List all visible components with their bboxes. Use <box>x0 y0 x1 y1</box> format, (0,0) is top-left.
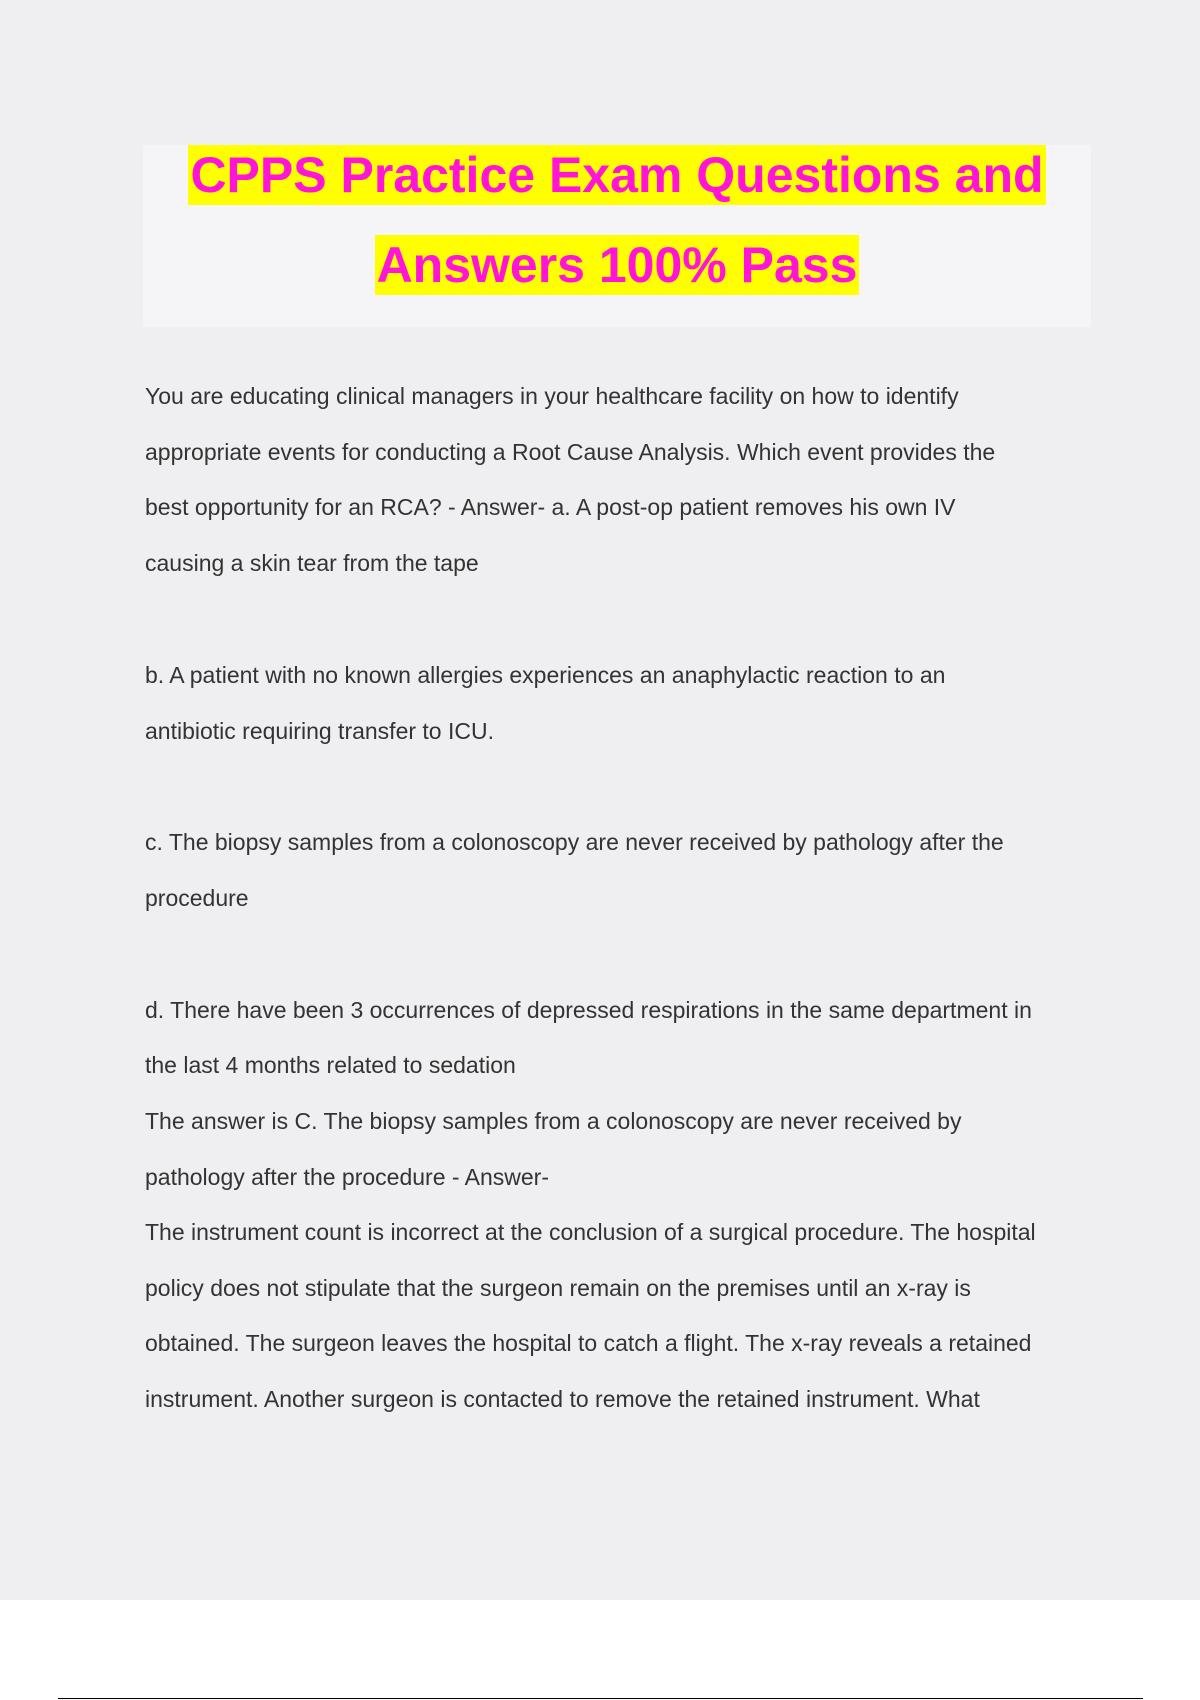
body-line: You are educating clinical managers in your healthcare facility on how to identify <box>145 383 959 409</box>
body-line: causing a skin tear from the tape <box>145 550 479 576</box>
body-line: procedure <box>145 885 249 911</box>
body-line: antibiotic requiring transfer to ICU. <box>145 718 494 744</box>
body-line: appropriate events for conducting a Root Cause Analysis. Which event provides the <box>145 439 996 465</box>
body-line: policy does not stipulate that the surgeon remain on the premises until an x-ray is <box>145 1275 971 1301</box>
body-line: the last 4 months related to sedation <box>145 1052 516 1078</box>
body-line: c. The biopsy samples from a colonoscopy are never received by pathology after the <box>145 829 1004 855</box>
body-line: d. There have been 3 occurrences of depressed respirations in the same department in <box>145 997 1032 1023</box>
title-line-1: CPPS Practice Exam Questions and <box>190 147 1044 203</box>
body-line: The answer is C. The biopsy samples from a colonoscopy are never received by <box>145 1108 962 1134</box>
body-line: The instrument count is incorrect at the conclusion of a surgical procedure. The hospital <box>145 1219 1036 1245</box>
body-line: b. A patient with no known allergies experiences an anaphylactic reaction to an <box>145 662 946 688</box>
body-line: pathology after the procedure - Answer- <box>145 1164 550 1190</box>
body-line: best opportunity for an RCA? - Answer- a. A post-op patient removes his own IV <box>145 494 956 520</box>
body-line: instrument. Another surgeon is contacted to remove the retained instrument. What <box>145 1386 980 1412</box>
title-block <box>143 145 1091 327</box>
body-line: obtained. The surgeon leaves the hospital to catch a flight. The x-ray reveals a retained <box>145 1330 1032 1356</box>
title-line-2: Answers 100% Pass <box>376 237 858 293</box>
bottom-divider <box>58 1698 1143 1699</box>
